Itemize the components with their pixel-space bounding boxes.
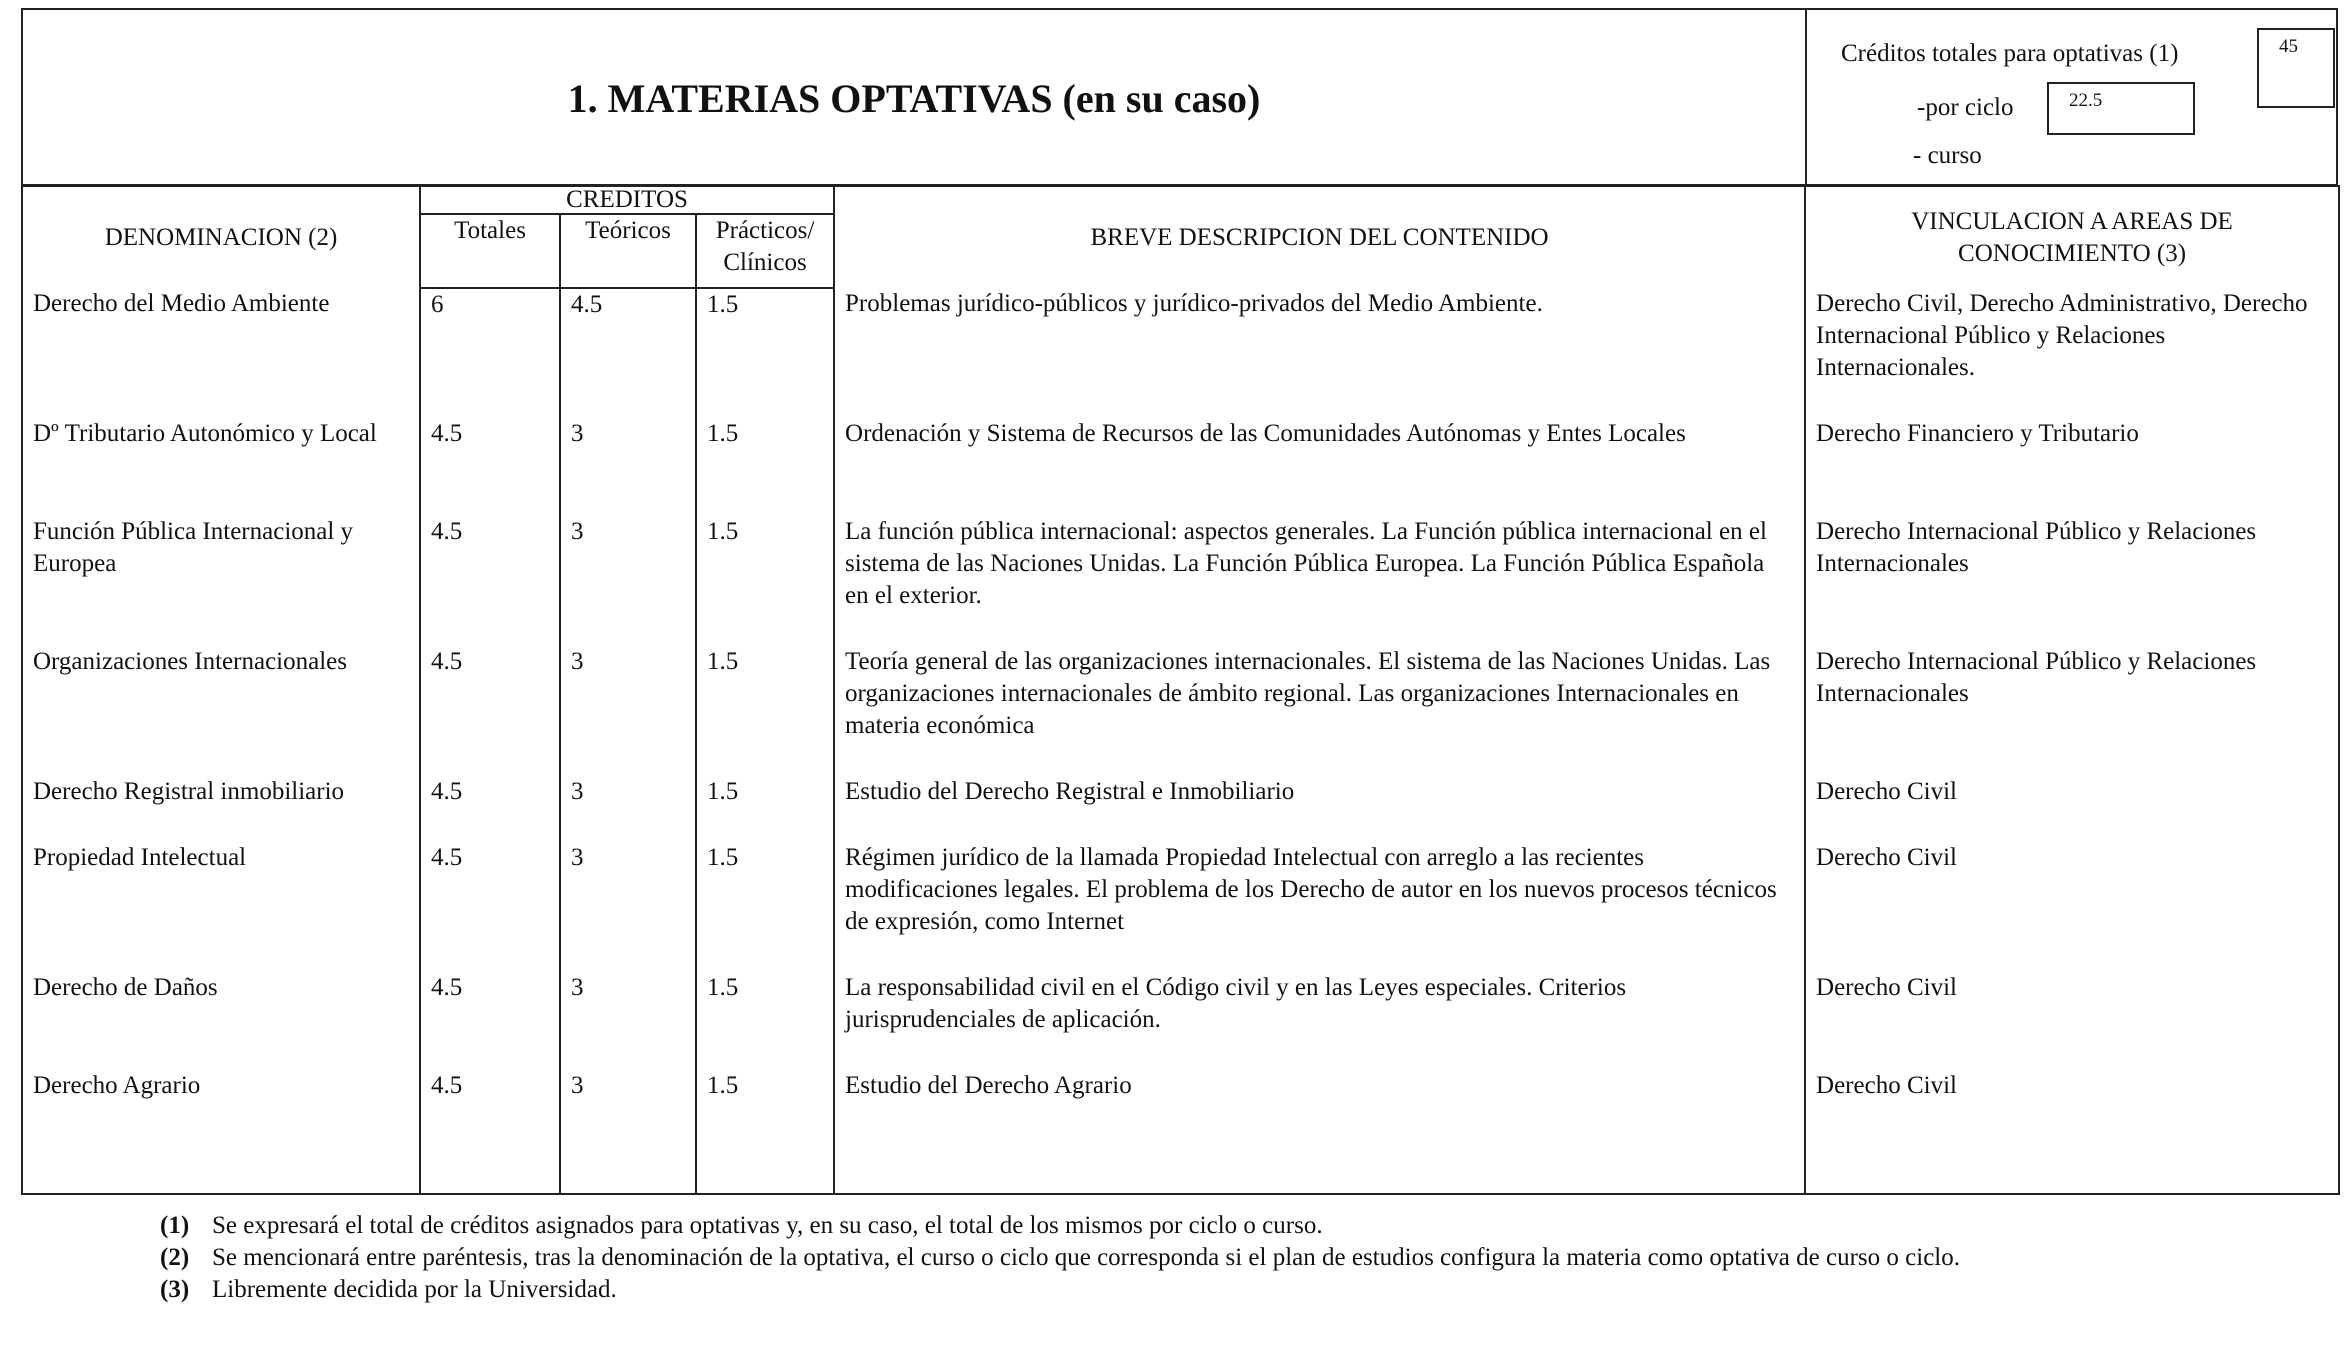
footnote-number: (1) [160, 1212, 190, 1239]
cell-denominacion: Dº Tributario Autonómico y Local [22, 418, 420, 516]
cell-totales: 4.5 [420, 972, 560, 1070]
col-header-totales: Totales [420, 214, 560, 288]
cell-denominacion: Organizaciones Internacionales [22, 646, 420, 776]
cell-denominacion: Derecho de Daños [22, 972, 420, 1070]
cell-practicos: 1.5 [696, 972, 834, 1070]
cell-vinculacion: Derecho Civil [1805, 842, 2339, 972]
cell-descripcion: Régimen jurídico de la llamada Propiedad Intelectual con arreglo a las recientes modificaciones legales. El problema de los Derecho de autor en los nuevos procesos técnicos de expresión, como Internet [834, 842, 1805, 972]
cell-practicos: 1.5 [696, 776, 834, 842]
cell-teoricos: 4.5 [560, 288, 696, 418]
cell-denominacion: Derecho Registral inmobiliario [22, 776, 420, 842]
cell-totales: 4.5 [420, 1070, 560, 1194]
cell-totales: 6 [420, 288, 560, 418]
cell-practicos: 1.5 [696, 418, 834, 516]
cell-teoricos: 3 [560, 646, 696, 776]
cell-totales: 4.5 [420, 776, 560, 842]
cell-vinculacion: Derecho Internacional Público y Relaciones Internacionales [1805, 516, 2339, 646]
footnote-text: Se expresará el total de créditos asignados para optativas y, en su caso, el total de los mismos por ciclo o curso. [212, 1212, 1323, 1239]
cell-totales: 4.5 [420, 842, 560, 972]
cell-denominacion: Función Pública Internacional y Europea [22, 516, 420, 646]
cell-descripcion: Ordenación y Sistema de Recursos de las Comunidades Autónomas y Entes Locales [834, 418, 1805, 516]
cell-totales: 4.5 [420, 418, 560, 516]
table-row [22, 1070, 2339, 1194]
cell-teoricos: 3 [560, 842, 696, 972]
cell-teoricos: 3 [560, 972, 696, 1070]
footnotes [160, 1210, 2210, 1306]
footnote [160, 1274, 2210, 1306]
ciclo-label: -por ciclo [1917, 94, 2014, 121]
cell-descripcion: Estudio del Derecho Registral e Inmobiliario [834, 776, 1805, 842]
table-row [22, 418, 2339, 516]
table-row [22, 972, 2339, 1070]
table-row [22, 516, 2339, 646]
page-title: 1. MATERIAS OPTATIVAS (en su caso) [567, 75, 1261, 121]
cell-denominacion: Derecho del Medio Ambiente [22, 288, 420, 418]
footnote-number: (3) [160, 1276, 190, 1303]
col-header-practicos: Prácticos/ Clínicos [696, 214, 834, 288]
col-header-teoricos: Teóricos [560, 214, 696, 288]
col-header-descripcion: BREVE DESCRIPCION DEL CONTENIDO [834, 186, 1805, 288]
cell-vinculacion: Derecho Civil, Derecho Administrativo, Derecho Internacional Público y Relaciones Internacionales. [1805, 288, 2339, 418]
header-block [21, 8, 2338, 186]
col-header-vinculacion: VINCULACION A AREAS DE CONOCIMIENTO (3) [1805, 186, 2339, 288]
cell-vinculacion: Derecho Financiero y Tributario [1805, 418, 2339, 516]
footnote [160, 1210, 2210, 1242]
cell-descripcion: Estudio del Derecho Agrario [834, 1070, 1805, 1194]
total-credits-label: Créditos totales para optativas (1) [1841, 40, 2179, 67]
table-row [22, 776, 2339, 842]
cell-totales: 4.5 [420, 516, 560, 646]
footnote-number: (2) [160, 1244, 190, 1271]
cell-practicos: 1.5 [696, 516, 834, 646]
curso-label: - curso [1913, 142, 1982, 169]
cell-denominacion: Propiedad Intelectual [22, 842, 420, 972]
table-row [22, 842, 2339, 972]
cell-practicos: 1.5 [696, 646, 834, 776]
table-row [22, 646, 2339, 776]
cell-teoricos: 3 [560, 776, 696, 842]
cell-totales: 4.5 [420, 646, 560, 776]
col-header-denominacion: DENOMINACION (2) [22, 186, 420, 288]
col-header-creditos: CREDITOS [420, 186, 834, 214]
credits-panel [1807, 10, 2338, 186]
header-row [22, 186, 2339, 214]
table-row [22, 288, 2339, 418]
footnote-text: Libremente decidida por la Universidad. [212, 1276, 617, 1303]
cell-teoricos: 3 [560, 418, 696, 516]
cell-vinculacion: Derecho Civil [1805, 1070, 2339, 1194]
footnote-text: Se mencionará entre paréntesis, tras la denominación de la optativa, el curso o ciclo que corresponda si el plan de estudios configura la materia como optativa de curso o ciclo. [212, 1244, 1960, 1271]
cell-descripcion: La función pública internacional: aspectos generales. La Función pública internacional en el sistema de las Naciones Unidas. La Función Pública Europea. La Función Pública Española en el exterior. [834, 516, 1805, 646]
cell-descripcion: La responsabilidad civil en el Código civil y en las Leyes especiales. Criterios jurisprudenciales de aplicación. [834, 972, 1805, 1070]
cell-denominacion: Derecho Agrario [22, 1070, 420, 1194]
total-credits-box: 45 [2257, 28, 2335, 108]
cell-vinculacion: Derecho Civil [1805, 776, 2339, 842]
cell-practicos: 1.5 [696, 288, 834, 418]
cell-teoricos: 3 [560, 516, 696, 646]
cell-descripcion: Problemas jurídico-públicos y jurídico-privados del Medio Ambiente. [834, 288, 1805, 418]
cell-teoricos: 3 [560, 1070, 696, 1194]
cell-practicos: 1.5 [696, 1070, 834, 1194]
cell-descripcion: Teoría general de las organizaciones internacionales. El sistema de las Naciones Unidas. Las organizaciones internacionales de ámbito regional. Las organizaciones Internacionales en materia económica [834, 646, 1805, 776]
optativas-table [21, 185, 2340, 1195]
cell-vinculacion: Derecho Civil [1805, 972, 2339, 1070]
cell-vinculacion: Derecho Internacional Público y Relaciones Internacionales [1805, 646, 2339, 776]
ciclo-credits-box: 22.5 [2047, 82, 2195, 135]
cell-practicos: 1.5 [696, 842, 834, 972]
footnote [160, 1242, 2210, 1274]
